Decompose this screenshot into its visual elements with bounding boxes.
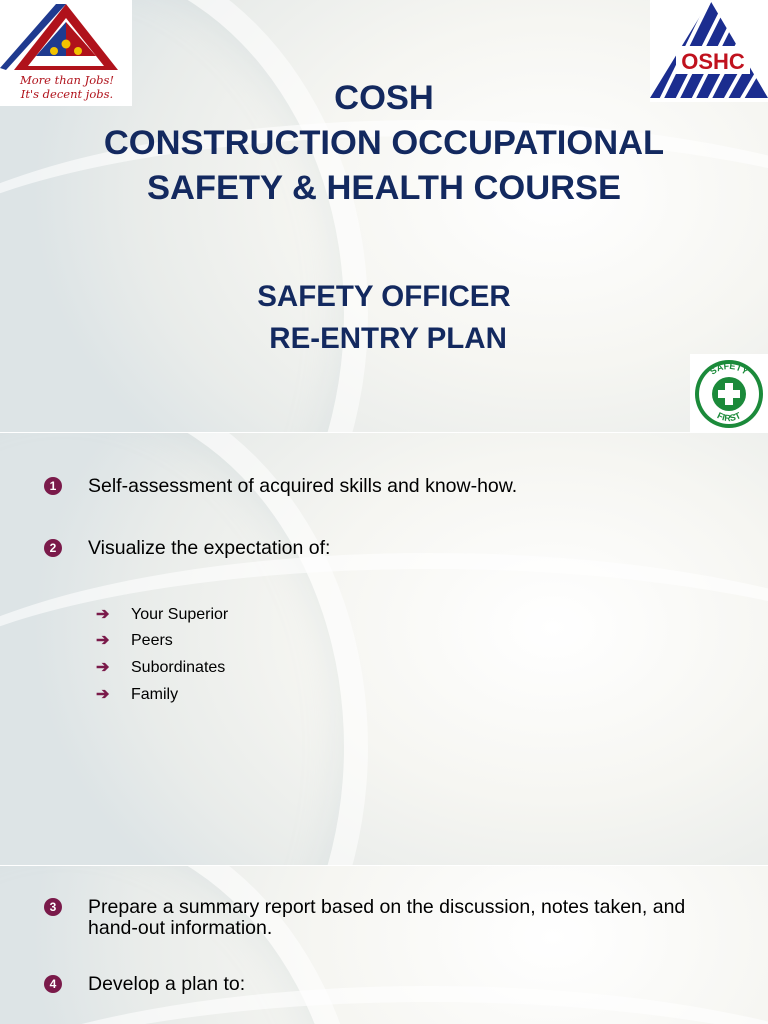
arrow-right-icon: ➔ [96,606,110,623]
number-bullet-3: 3 [44,898,62,916]
oshc-logo-text: OSHC [681,49,745,74]
arrow-right-icon: ➔ [96,686,110,703]
title-slide [0,0,768,432]
dole-logo [0,0,132,106]
title-line-3: SAFETY & HEALTH COURSE [146,169,622,207]
number-bullet-2: 2 [44,539,62,557]
safety-badge-bottom-text: FIRST [715,410,743,424]
oshc-logo-icon [650,0,768,102]
list-item-2-text: Visualize the expectation of: [88,537,331,559]
title-line-1: COSH [334,79,434,117]
subtitle-line-2: RE-ENTRY PLAN [261,322,507,355]
number-bullet-1: 1 [44,477,62,495]
list-item-1-text: Self-assessment of acquired skills and know-how. [88,475,518,497]
sub-item-superior-text: Your Superior [131,606,229,623]
safety-first-icon [690,354,768,432]
arrow-right-icon: ➔ [96,632,110,649]
content-slide-3 [0,866,768,1024]
safety-badge-top-text: SAFETY [708,360,750,377]
dole-tagline-line-1: More than Jobs! [19,73,115,87]
subtitle-line-1: SAFETY OFFICER [257,280,511,313]
safety-first-badge [690,354,768,432]
list-item-3-text: Prepare a summary report based on the discussion, notes taken, and hand-out information. [88,896,686,939]
sub-item-subordinates-text: Subordinates [131,659,226,676]
dole-logo-icon [0,0,132,78]
oshc-logo [650,0,768,102]
content-slide-2 [0,433,768,865]
sub-item-family-text: Family [131,686,179,703]
sub-item-peers-text: Peers [131,632,173,649]
subtitle [0,276,768,360]
title-line-2: CONSTRUCTION OCCUPATIONAL [103,124,665,162]
number-bullet-4: 4 [44,975,62,993]
arrow-right-icon: ➔ [96,659,110,676]
dole-tagline-line-2: It's decent jobs. [20,87,114,101]
list-item-4-text: Develop a plan to: [88,973,246,995]
